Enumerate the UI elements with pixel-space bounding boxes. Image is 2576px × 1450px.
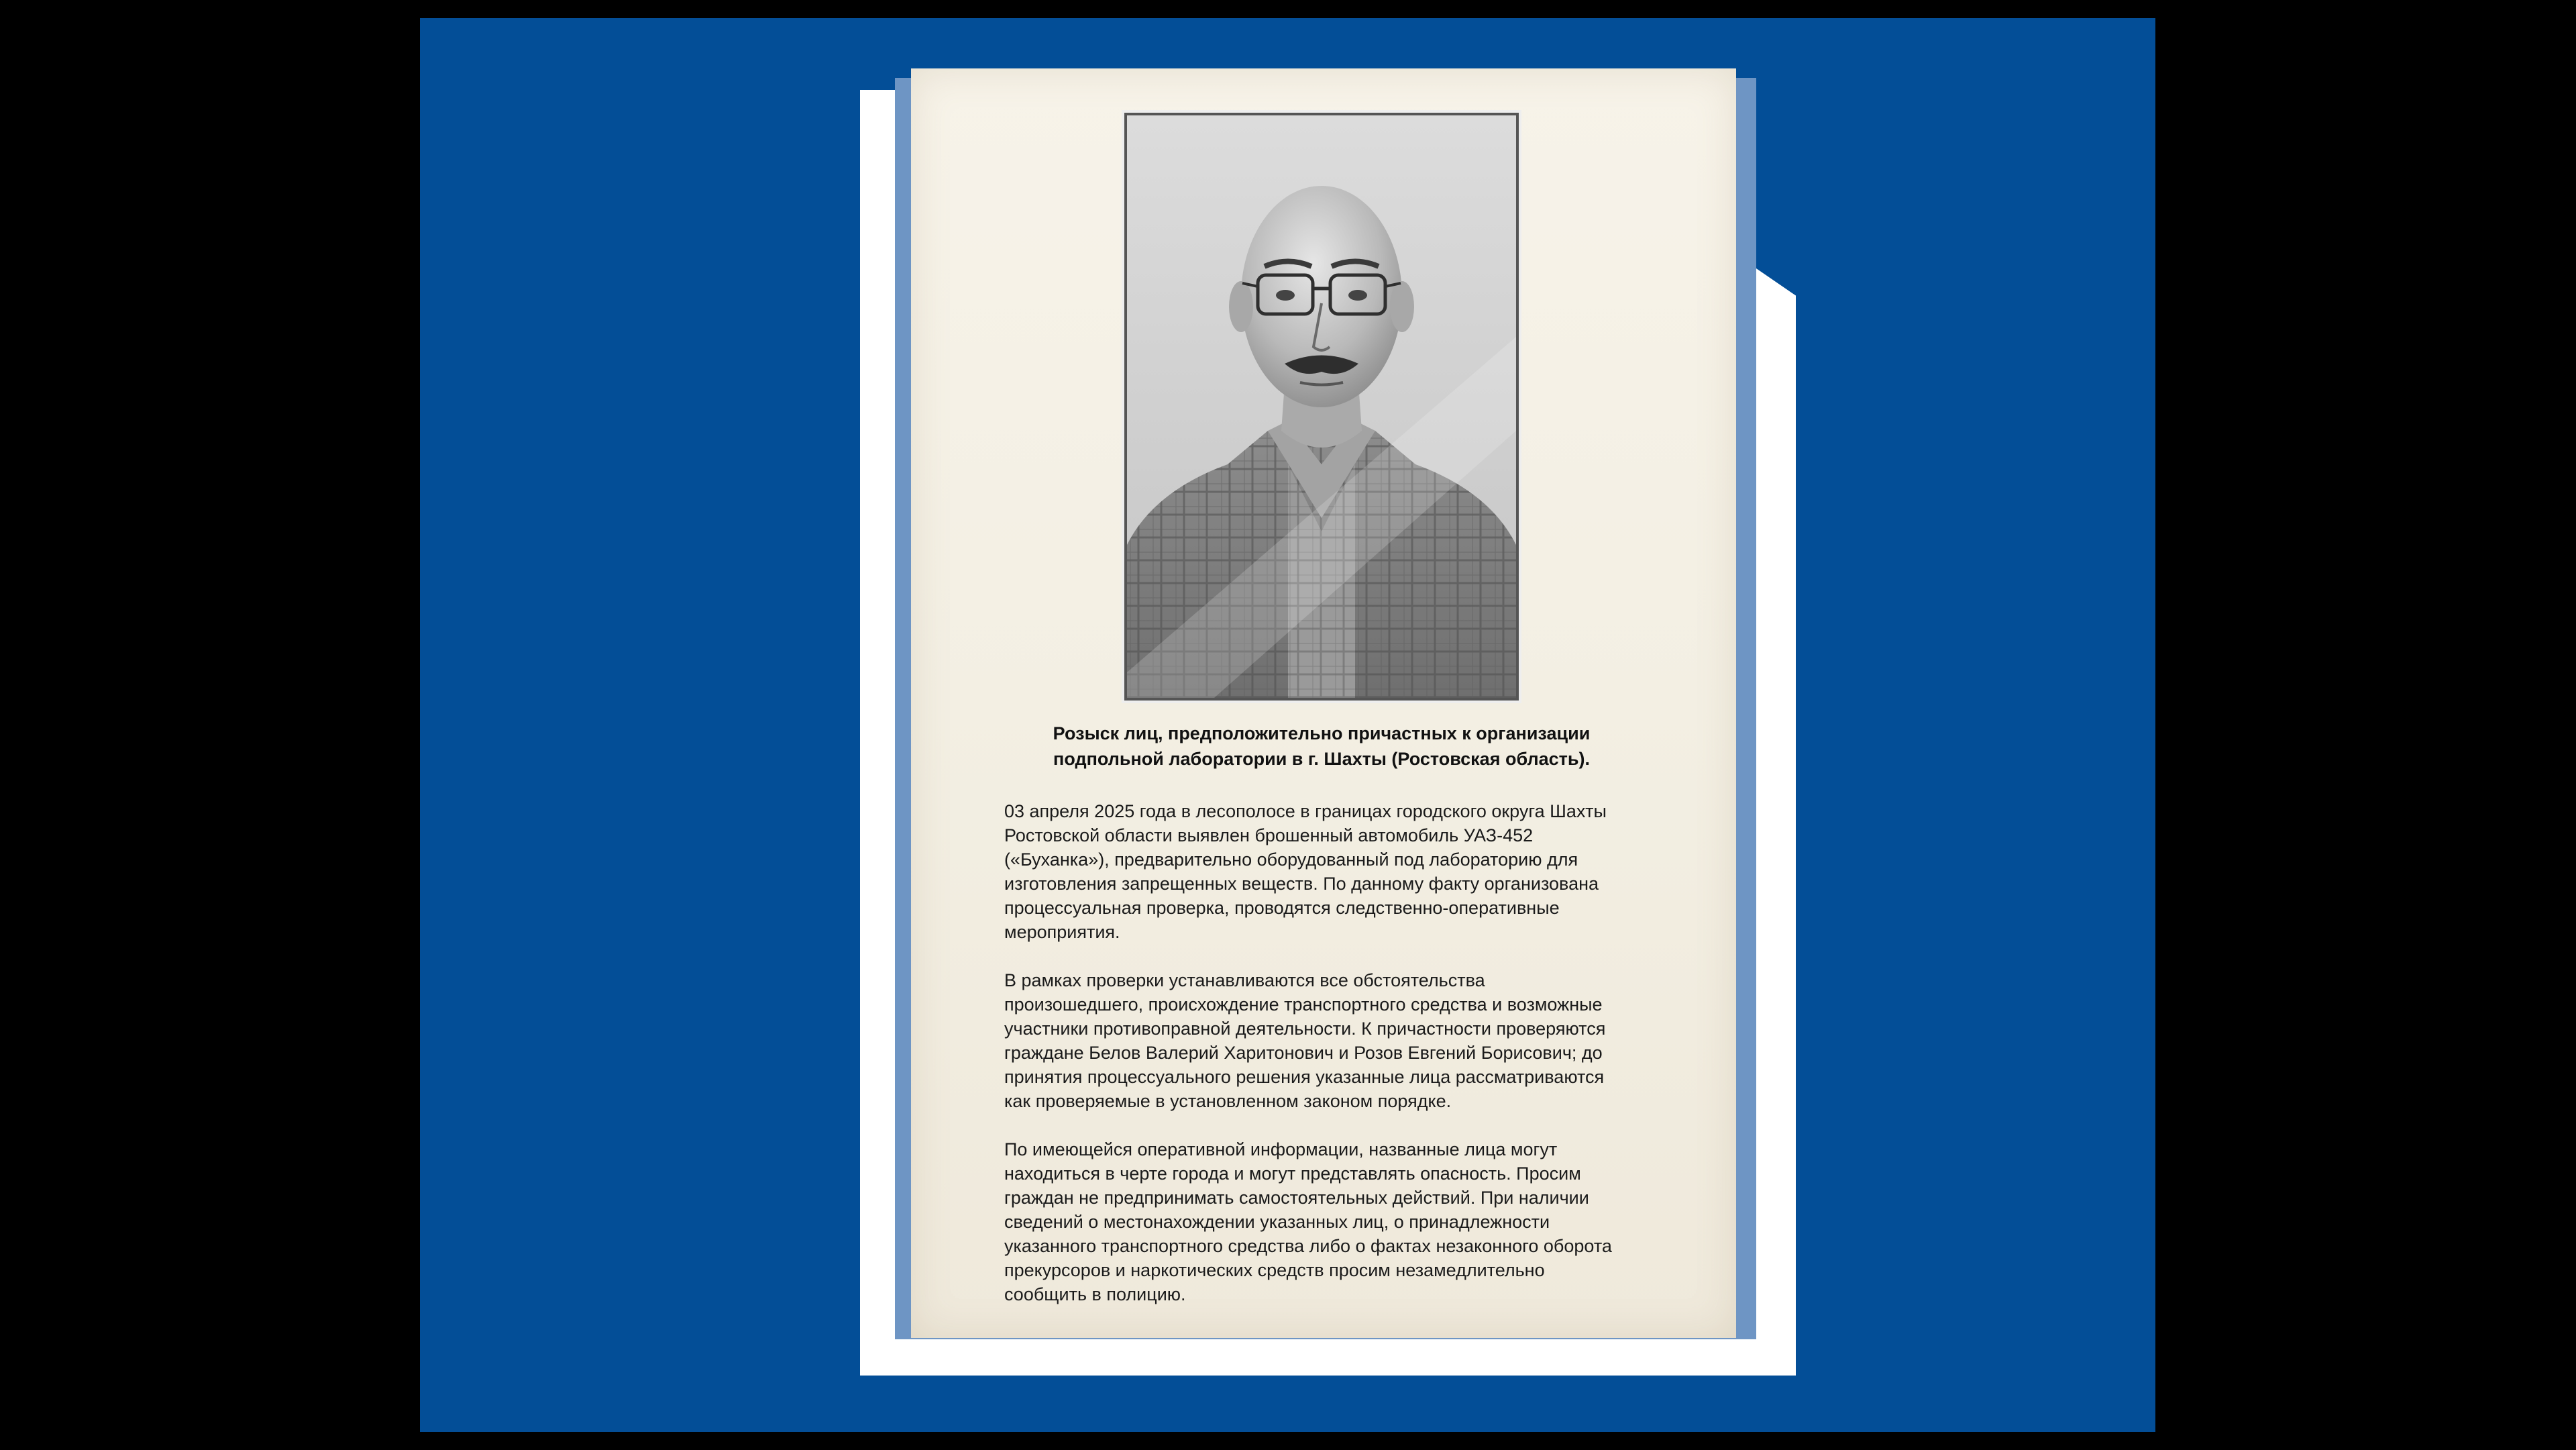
notice-paragraph-1 (1004, 799, 1662, 944)
text-line: как проверяемые в установленном законом порядке. (1004, 1091, 1452, 1111)
notice-paragraph-2 (1004, 968, 1662, 1113)
text-line: мероприятия. (1004, 922, 1120, 942)
text-line: участники противоправной деятельности. К причастности проверяются (1004, 1019, 1606, 1039)
text-line: указанного транспортного средства либо о фактах незаконного оборота (1004, 1236, 1612, 1256)
notice-body (1004, 799, 1662, 1331)
notice-title (939, 721, 1704, 772)
text-line: В рамках проверки устанавливаются все обстоятельства (1004, 970, 1485, 990)
text-line: находиться в черте города и могут представлять опасность. Просим (1004, 1163, 1581, 1184)
text-line: процессуальная проверка, проводятся следственно-оперативные (1004, 898, 1560, 918)
text-line: 03 апреля 2025 года в лесополосе в границах городского округа Шахты (1004, 801, 1607, 821)
text-line: сообщить в полицию. (1004, 1284, 1186, 1304)
text-line: прекурсоров и наркотических средств просим незамедлительно (1004, 1260, 1545, 1280)
portrait-drawing (1127, 115, 1516, 698)
text-line: сведений о местонахождении указанных лиц, о принадлежности (1004, 1212, 1550, 1232)
notice-paragraph-3 (1004, 1137, 1662, 1306)
text-line: произошедшего, происхождение транспортного средства и возможные (1004, 994, 1603, 1015)
text-line: изготовления запрещенных веществ. По данному факту организована (1004, 874, 1599, 894)
text-line: По имеющейся оперативной информации, названные лица могут (1004, 1139, 1558, 1159)
text-line: граждане Белов Валерий Харитонович и Розов Евгений Борисович; до (1004, 1043, 1603, 1063)
text-line: Ростовской области выявлен брошенный автомобиль УАЗ-452 (1004, 825, 1534, 845)
text-line: («Буханка»), предварительно оборудованный под лабораторию для (1004, 849, 1578, 870)
notice-title-line: подпольной лаборатории в г. Шахты (Ростовская область). (1053, 749, 1590, 769)
pencil-portrait-image (1122, 110, 1521, 703)
text-line: принятия процессуального решения указанные лица рассматриваются (1004, 1067, 1605, 1087)
text-line: граждан не предпринимать самостоятельных действий. При наличии (1004, 1188, 1589, 1208)
notice-title-line: Розыск лиц, предположительно причастных к организации (1053, 723, 1591, 743)
